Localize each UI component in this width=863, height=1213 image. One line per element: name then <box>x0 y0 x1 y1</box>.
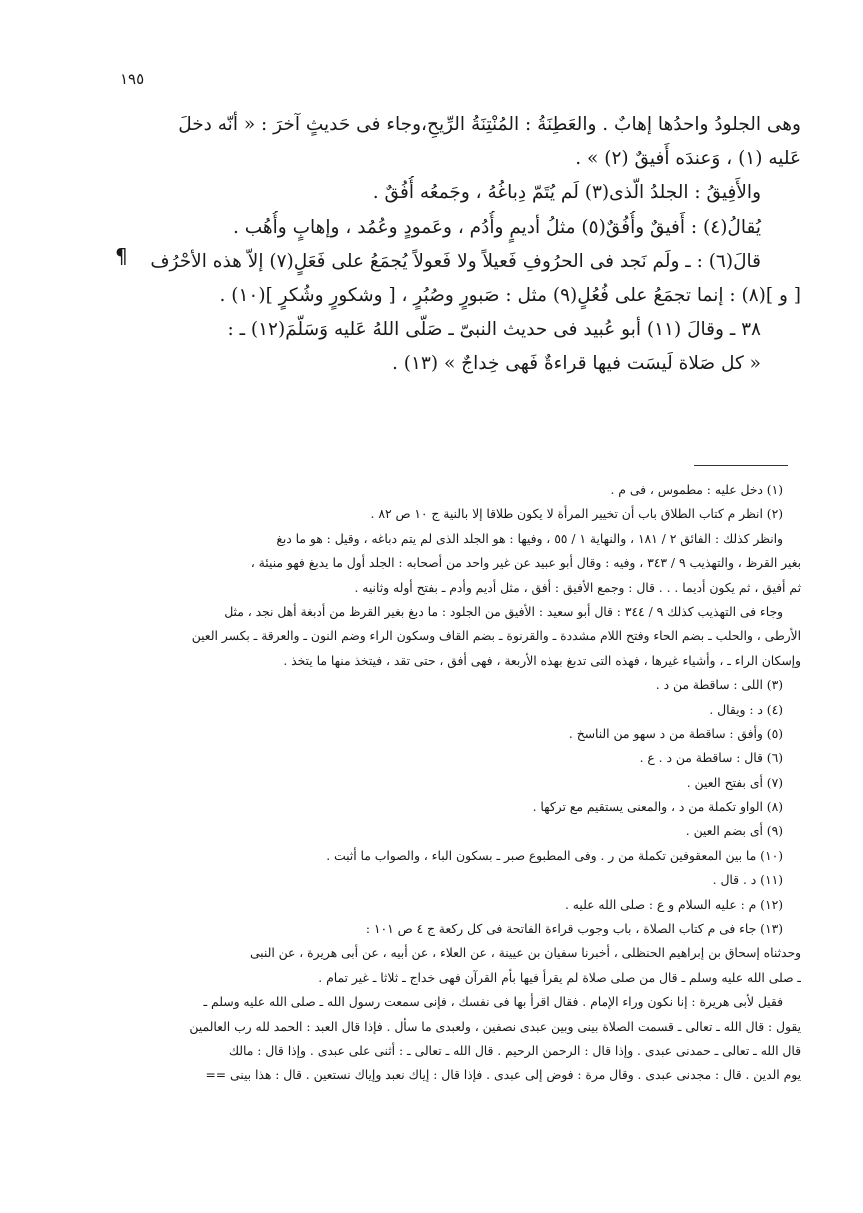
footnote: (٨) الواو تكملة من د ، والمعنى يستقيم مع تركها . <box>532 800 783 815</box>
main-text <box>111 108 801 382</box>
footnote: وانظر كذلك : الفائق ٢ / ١٨١ ، والنهاية ١ / ٥٥ ، وفيها : هو الجلد الذى لم يتم دباغه ، وقيل : هو ما دبغ <box>276 531 783 546</box>
main-line: [ و ](٨) : إنما تجمَعُ على فُعُلٍ(٩) مثل : صَبورٍ وصُبُرٍ ، [ وشكورٍ وشُكرٍ ](١٠) . <box>219 284 801 306</box>
footnote: وإسكان الراء ـ ، وأشياء غيرها ، فهذه التى تدبغ بهذه الأربعة ، فهى أفق ، حتى تقد ، فيتخذ منها ما يتخذ . <box>283 653 801 668</box>
footnote: الأرطى ، والحلب ـ بضم الحاء وفتح اللام مشددة ـ والقرنوة ـ بضم القاف وسكون الراء وضم النون ـ والعرقة ـ بكسر العين <box>191 629 801 644</box>
main-line: عَليه (١) ، وَعندَه أَفيقٌ (٢) » . <box>575 148 801 170</box>
footnote: (١٠) ما بين المعقوفين تكملة من ر . وفى المطبوع صبر ـ بسكون الباء ، والصواب ما أثبت . <box>326 848 783 863</box>
footnote: فقيل لأبى هريرة : إنا نكون وراء الإمام . فقال اقرأ بها فى نفسك ، فإنى سمعت رسول الله ـ صلى الله عليه وسلم ـ <box>203 995 783 1010</box>
footnote: يقول : قال الله ـ تعالى ـ قسمت الصلاة بينى وبين عبدى نصفين ، ولعبدى ما سأل . فإذا قال العبد : الحمد لله رب العالمين <box>189 1019 801 1034</box>
footnote: (١) دخل عليه : مطموس ، فى م . <box>610 483 783 497</box>
main-line: يُقالُ(٤) : أَفيقٌ وأُفُقٌ(٥) مثلُ أديمٍ وأُدُم ، وعَمودٍ وعُمُد ، وإهابٍ وأُهُب . <box>232 216 761 238</box>
footnote: (٧) أى بفتح العين . <box>686 775 783 790</box>
page-number: ١٩٥ <box>120 70 145 88</box>
footnotes <box>101 478 801 1088</box>
footnote: قال الله ـ تعالى ـ حمدنى عبدى . وإذا قال : الرحمن الرحيم . قال الله ـ تعالى ـ : أثنى على عبدى . وإذا قال : مالك <box>228 1043 801 1058</box>
footnote: (٣) اللى : ساقطة من د . <box>655 678 783 693</box>
main-line: ٣٨ ـ وقالَ (١١) أبو عُبيد فى حديث النبىّ ـ صَلّى اللهُ عَليه وَسَلّمَ(١٢) ـ : <box>227 319 761 341</box>
footnote: (١٣) جاء فى م كتاب الصلاة ، باب وجوب قراءة الفاتحة فى كل ركعة ج ٤ ص ١٠١ : <box>365 922 783 937</box>
footnote: ثم أفيق ، ثم يكون أديما . . . قال : وجمع الأفيق : أفق ، مثل أديم وأدم ـ بفتح أوله وثانيه . <box>354 580 801 595</box>
footnote: يوم الدين . قال : مجدنى عبدى . وقال مرة : فوض إلى عبدى . فإذا قال : إياك نعبد وإياك نستعين . قال : هذا بينى == <box>205 1068 801 1083</box>
footnote-divider <box>694 465 788 466</box>
footnote: وجاء فى التهذيب كذلك ٩ / ٣٤٤ : قال أبو سعيد : الأفيق من الجلود : ما دبغ بغير القرظ من أدبغة أهل نجد ، مثل <box>224 604 783 619</box>
footnote: (٤) د : ويقال . <box>709 702 783 717</box>
margin-mark: ¶ <box>115 244 128 268</box>
footnote: (١٢) م : عليه السلام و ع : صلى الله عليه . <box>564 897 783 912</box>
footnote: وحدثناه إسحاق بن إبراهيم الحنظلى ، أخبرنا سفيان بن عيينة ، عن العلاء ، عن أبيه ، عن أبى هريرة ، عن النبى <box>249 946 801 961</box>
main-line: « كل صَلاة لَيسَت فيها قراءةٌ فَهى خِداجٌ » (١٣) . <box>392 353 761 375</box>
main-line: قالَ(٦) : ـ ولَم نَجد فى الحرُوفِ فَعيلاً ولا فَعولاً يُجمَعُ على فَعَلٍ(٧) إلاّ هذه الأحْرُف <box>150 250 761 272</box>
footnote: (٩) أى بضم العين . <box>685 824 783 839</box>
footnote: (١١) د . قال . <box>712 873 783 888</box>
footnote: ـ صلى الله عليه وسلم ـ قال من صلى صلاة لم يقرأ فيها بأم القرآن فهى خداج ـ ثلاثا ـ غير تمام . <box>318 970 801 985</box>
footnote: (٢) انظر م كتاب الطلاق باب أن تخيير المرأة لا يكون طلاقا إلا بالنية ج ١٠ ص ٨٢ . <box>370 507 783 522</box>
footnote: بغير القرظ ، والتهذيب ٩ / ٣٤٣ ، وفيه : وقال أبو عبيد عن غير واحد من أصحابه : الجلد أول ما يدبغ فهو منيئة ، <box>250 556 801 571</box>
main-line: والأَفِيقُ : الجلدُ الّذى(٣) لَم يُتَمّ دِباغُهُ ، وجَمعُه أُفُقٌ . <box>372 182 761 204</box>
main-line: وهى الجلودُ واحدُها إهابٌ . والعَطِنَةُ : المُنْتِنَةُ الرِّيحِ،وجاء فى حَديثٍ آخرَ : « أنّه دخلَ <box>178 114 801 135</box>
footnote: (٥) وأفق : ساقطة من د سهو من الناسخ . <box>568 726 783 741</box>
footnote: (٦) قال : ساقطة من د . ع . <box>639 751 783 766</box>
